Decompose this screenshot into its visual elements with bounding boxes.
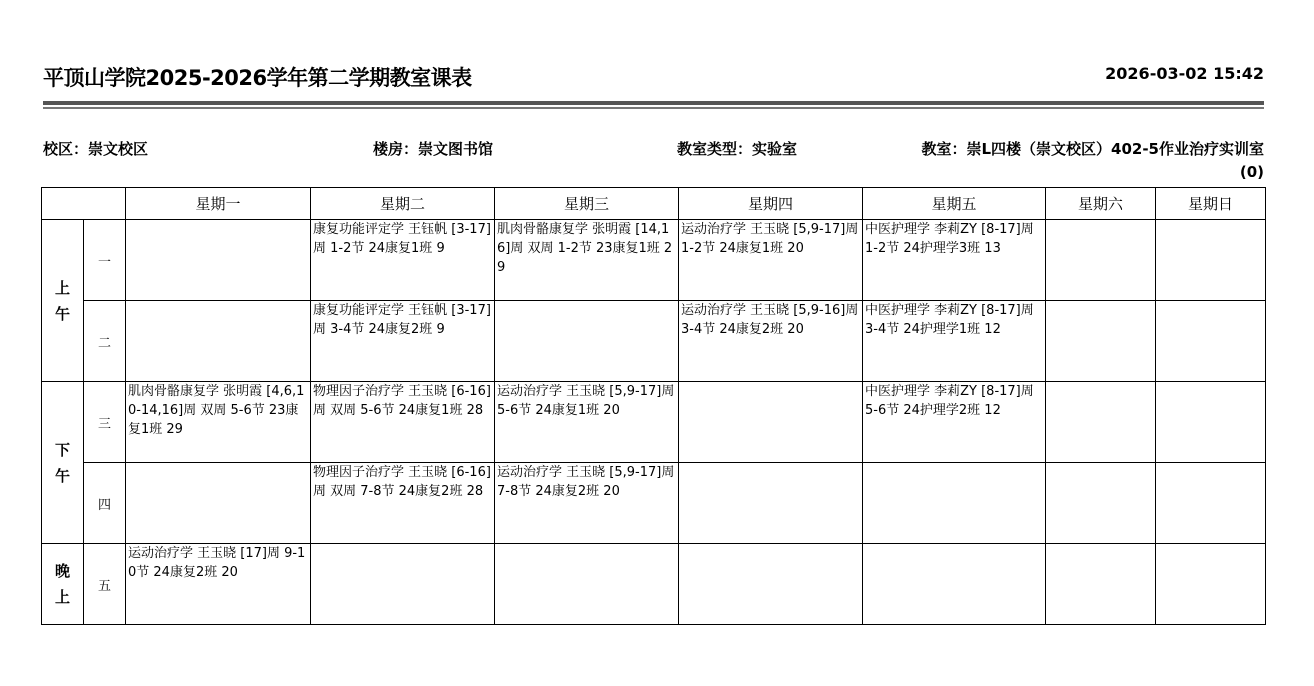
- course-cell: 运动治疗学 王玉晓 [5,9-17]周 5-6节 24康复1班 20: [495, 382, 679, 463]
- course-cell: [1046, 463, 1156, 544]
- table-row: [42, 463, 1266, 544]
- day-header-saturday: 星期六: [1046, 188, 1156, 220]
- table-row: [42, 220, 1266, 301]
- header-divider-thin: [43, 107, 1264, 109]
- section-label: 四: [84, 463, 126, 544]
- period-label: 晚上: [55, 562, 71, 606]
- page-title: 平顶山学院2025-2026学年第二学期教室课表: [43, 66, 472, 90]
- course-cell: 运动治疗学 王玉晓 [17]周 9-10节 24康复2班 20: [126, 544, 311, 625]
- section-label: 二: [84, 301, 126, 382]
- period-afternoon: [42, 382, 84, 544]
- course-cell: 中医护理学 李莉ZY [8-17]周 5-6节 24护理学2班 12: [863, 382, 1046, 463]
- course-cell: 运动治疗学 王玉晓 [5,9-17]周 7-8节 24康复2班 20: [495, 463, 679, 544]
- course-cell: [1156, 220, 1266, 301]
- table-row: [42, 382, 1266, 463]
- print-timestamp: 2026-03-02 15:42: [1105, 64, 1264, 83]
- course-cell: [679, 382, 863, 463]
- course-cell: 康复功能评定学 王钰帆 [3-17]周 1-2节 24康复1班 9: [311, 220, 495, 301]
- period-morning: [42, 220, 84, 382]
- course-cell: 中医护理学 李莉ZY [8-17]周 1-2节 24护理学3班 13: [863, 220, 1046, 301]
- period-evening: [42, 544, 84, 625]
- course-cell: [495, 544, 679, 625]
- day-header-thursday: 星期四: [679, 188, 863, 220]
- course-cell: [1046, 220, 1156, 301]
- header-divider: [43, 101, 1264, 105]
- section-label: 五: [84, 544, 126, 625]
- course-cell: 物理因子治疗学 王玉晓 [6-16]周 双周 7-8节 24康复2班 28: [311, 463, 495, 544]
- period-label: 上午: [55, 278, 71, 323]
- course-cell: [1046, 382, 1156, 463]
- course-cell: [1156, 544, 1266, 625]
- course-cell: [1046, 301, 1156, 382]
- course-cell: 运动治疗学 王玉晓 [5,9-16]周 3-4节 24康复2班 20: [679, 301, 863, 382]
- course-cell: [863, 544, 1046, 625]
- day-header-sunday: 星期日: [1156, 188, 1266, 220]
- section-label: 三: [84, 382, 126, 463]
- corner-cell: [42, 188, 126, 220]
- room-type-label: 教室类型：实验室: [677, 140, 798, 158]
- course-cell: [863, 463, 1046, 544]
- course-cell: [495, 301, 679, 382]
- course-cell: 肌肉骨骼康复学 张明霞 [14,16]周 双周 1-2节 23康复1班 29: [495, 220, 679, 301]
- course-cell: [1156, 382, 1266, 463]
- course-cell: [679, 544, 863, 625]
- course-cell: [126, 463, 311, 544]
- day-header-friday: 星期五: [863, 188, 1046, 220]
- course-cell: 中医护理学 李莉ZY [8-17]周 3-4节 24护理学1班 12: [863, 301, 1046, 382]
- day-header-row: [42, 188, 1266, 220]
- building-label: 楼房：崇文图书馆: [373, 140, 494, 158]
- room-label: 教室：崇L四楼（崇文校区）402-5作业治疗实训室(0): [921, 140, 1264, 181]
- course-cell: 肌肉骨骼康复学 张明霞 [4,6,10-14,16]周 双周 5-6节 23康复1班 29: [126, 382, 311, 463]
- course-cell: [679, 463, 863, 544]
- table-row: [42, 544, 1266, 625]
- course-cell: 运动治疗学 王玉晓 [5,9-17]周 1-2节 24康复1班 20: [679, 220, 863, 301]
- course-cell: [126, 220, 311, 301]
- day-header-tuesday: 星期二: [311, 188, 495, 220]
- day-header-monday: 星期一: [126, 188, 311, 220]
- timetable: [41, 187, 1266, 625]
- course-cell: [1156, 463, 1266, 544]
- day-header-wednesday: 星期三: [495, 188, 679, 220]
- course-cell: [1046, 544, 1156, 625]
- course-cell: [1156, 301, 1266, 382]
- table-row: [42, 301, 1266, 382]
- course-cell: [311, 544, 495, 625]
- section-label: 一: [84, 220, 126, 301]
- campus-label: 校区：崇文校区: [43, 140, 149, 158]
- course-cell: [126, 301, 311, 382]
- course-cell: 物理因子治疗学 王玉晓 [6-16]周 双周 5-6节 24康复1班 28: [311, 382, 495, 463]
- course-cell: 康复功能评定学 王钰帆 [3-17]周 3-4节 24康复2班 9: [311, 301, 495, 382]
- period-label: 下午: [55, 440, 71, 485]
